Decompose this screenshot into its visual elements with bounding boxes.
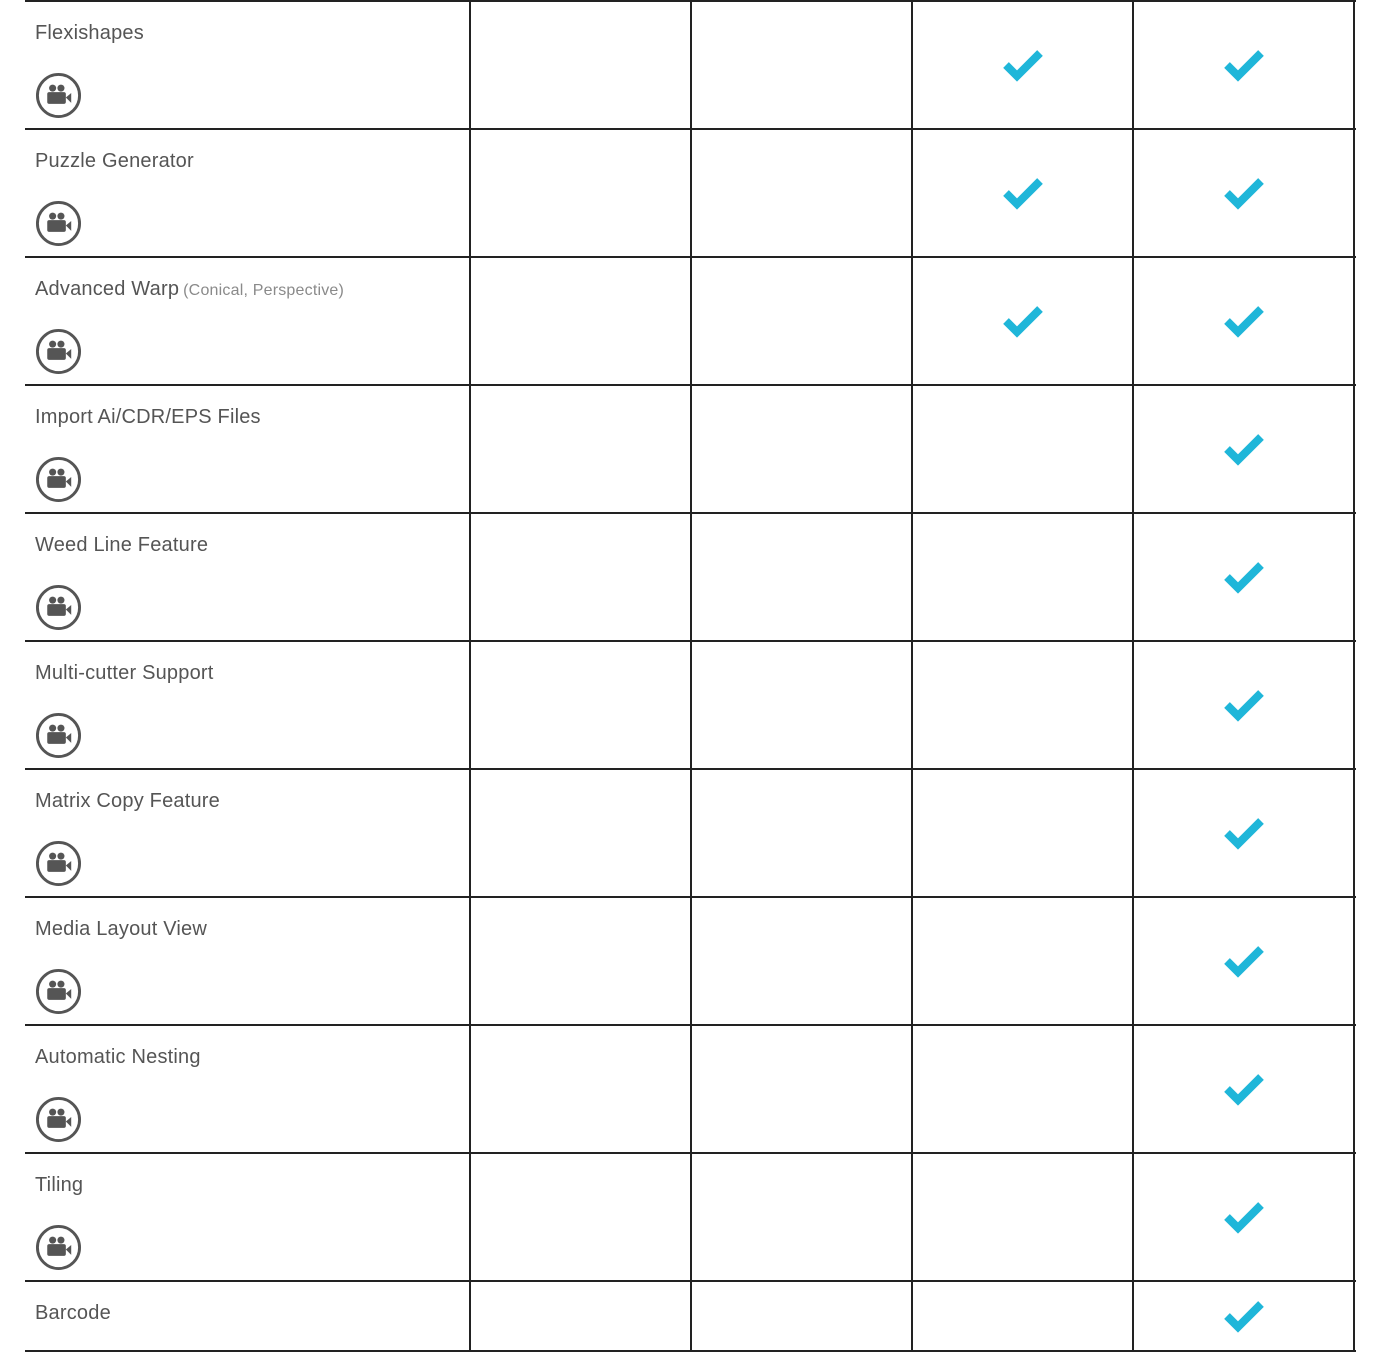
- feature-name: Flexishapes: [35, 22, 144, 44]
- plan-cell-3: [913, 1026, 1134, 1152]
- checkmark-icon: [1223, 1072, 1265, 1106]
- feature-label: [35, 790, 220, 813]
- feature-cell: [25, 130, 471, 256]
- plan-cell-1: [471, 2, 692, 128]
- checkmark-icon: [1223, 1299, 1265, 1333]
- video-camera-icon[interactable]: [35, 1096, 82, 1143]
- table-row: [25, 514, 1356, 642]
- feature-name: Multi-cutter Support: [35, 662, 214, 684]
- checkmark-icon: [1223, 816, 1265, 850]
- plan-cell-4: [1134, 1282, 1355, 1350]
- checkmark-icon: [1223, 688, 1265, 722]
- plan-cell-1: [471, 642, 692, 768]
- table-row: [25, 1026, 1356, 1154]
- plan-cell-1: [471, 258, 692, 384]
- feature-name: Import Ai/CDR/EPS Files: [35, 406, 261, 428]
- feature-name: Media Layout View: [35, 918, 208, 940]
- table-row: [25, 1154, 1356, 1282]
- plan-cell-2: [692, 1154, 913, 1280]
- plan-cell-2: [692, 386, 913, 512]
- feature-label: [35, 918, 207, 941]
- feature-cell: [25, 1282, 471, 1350]
- feature-label: [35, 406, 261, 429]
- plan-cell-1: [471, 1282, 692, 1350]
- table-row: [25, 642, 1356, 770]
- plan-cell-2: [692, 2, 913, 128]
- plan-cell-3: [913, 130, 1134, 256]
- plan-cell-1: [471, 386, 692, 512]
- plan-cell-1: [471, 770, 692, 896]
- plan-cell-2: [692, 258, 913, 384]
- plan-cell-3: [913, 770, 1134, 896]
- video-camera-icon[interactable]: [35, 456, 82, 503]
- feature-name: Tiling: [35, 1174, 84, 1196]
- feature-cell: [25, 1154, 471, 1280]
- plan-cell-2: [692, 898, 913, 1024]
- checkmark-icon: [1002, 176, 1044, 210]
- checkmark-icon: [1223, 944, 1265, 978]
- plan-cell-3: [913, 514, 1134, 640]
- feature-name: Automatic Nesting: [35, 1046, 201, 1068]
- plan-cell-4: [1134, 258, 1355, 384]
- plan-cell-4: [1134, 386, 1355, 512]
- plan-cell-1: [471, 898, 692, 1024]
- plan-cell-3: [913, 386, 1134, 512]
- video-camera-icon[interactable]: [35, 712, 82, 759]
- checkmark-icon: [1223, 304, 1265, 338]
- plan-cell-4: [1134, 130, 1355, 256]
- feature-label: [35, 1046, 201, 1069]
- table-row: [25, 386, 1356, 514]
- video-camera-icon[interactable]: [35, 840, 82, 887]
- feature-cell: [25, 386, 471, 512]
- video-camera-icon[interactable]: [35, 584, 82, 631]
- video-camera-icon[interactable]: [35, 200, 82, 247]
- feature-label: [35, 1302, 111, 1325]
- checkmark-icon: [1223, 1200, 1265, 1234]
- table-row: [25, 770, 1356, 898]
- feature-label: [35, 278, 344, 301]
- plan-cell-3: [913, 898, 1134, 1024]
- feature-note: (Conical, Perspective): [183, 282, 345, 299]
- plan-cell-1: [471, 1026, 692, 1152]
- plan-cell-2: [692, 642, 913, 768]
- feature-label: [35, 150, 194, 173]
- feature-name: Barcode: [35, 1302, 111, 1324]
- feature-label: [35, 1174, 83, 1197]
- plan-cell-2: [692, 514, 913, 640]
- feature-cell: [25, 898, 471, 1024]
- plan-cell-2: [692, 770, 913, 896]
- checkmark-icon: [1002, 48, 1044, 82]
- plan-cell-4: [1134, 2, 1355, 128]
- feature-label: [35, 22, 144, 45]
- plan-cell-3: [913, 642, 1134, 768]
- plan-cell-4: [1134, 770, 1355, 896]
- checkmark-icon: [1223, 560, 1265, 594]
- plan-cell-3: [913, 258, 1134, 384]
- checkmark-icon: [1223, 176, 1265, 210]
- video-camera-icon[interactable]: [35, 968, 82, 1015]
- plan-cell-2: [692, 1282, 913, 1350]
- feature-label: [35, 534, 208, 557]
- feature-name: Advanced Warp: [35, 278, 180, 300]
- plan-cell-4: [1134, 514, 1355, 640]
- feature-name: Matrix Copy Feature: [35, 790, 220, 812]
- plan-cell-4: [1134, 1026, 1355, 1152]
- video-camera-icon[interactable]: [35, 328, 82, 375]
- plan-cell-1: [471, 130, 692, 256]
- table-row: [25, 2, 1356, 130]
- plan-cell-4: [1134, 642, 1355, 768]
- table-row: [25, 258, 1356, 386]
- checkmark-icon: [1223, 432, 1265, 466]
- feature-cell: [25, 642, 471, 768]
- feature-cell: [25, 514, 471, 640]
- plan-cell-2: [692, 130, 913, 256]
- table-row: [25, 130, 1356, 258]
- plan-cell-3: [913, 2, 1134, 128]
- feature-cell: [25, 258, 471, 384]
- feature-label: [35, 662, 214, 685]
- feature-cell: [25, 1026, 471, 1152]
- table-row: [25, 1282, 1356, 1352]
- checkmark-icon: [1002, 304, 1044, 338]
- table-row: [25, 898, 1356, 1026]
- plan-cell-4: [1134, 898, 1355, 1024]
- plan-cell-4: [1134, 1154, 1355, 1280]
- feature-name: Puzzle Generator: [35, 150, 194, 172]
- plan-cell-3: [913, 1282, 1134, 1350]
- plan-cell-1: [471, 1154, 692, 1280]
- video-camera-icon[interactable]: [35, 72, 82, 119]
- plan-cell-1: [471, 514, 692, 640]
- feature-cell: [25, 2, 471, 128]
- feature-comparison-table: [25, 0, 1356, 1352]
- feature-cell: [25, 770, 471, 896]
- feature-name: Weed Line Feature: [35, 534, 209, 556]
- plan-cell-3: [913, 1154, 1134, 1280]
- plan-cell-2: [692, 1026, 913, 1152]
- checkmark-icon: [1223, 48, 1265, 82]
- video-camera-icon[interactable]: [35, 1224, 82, 1271]
